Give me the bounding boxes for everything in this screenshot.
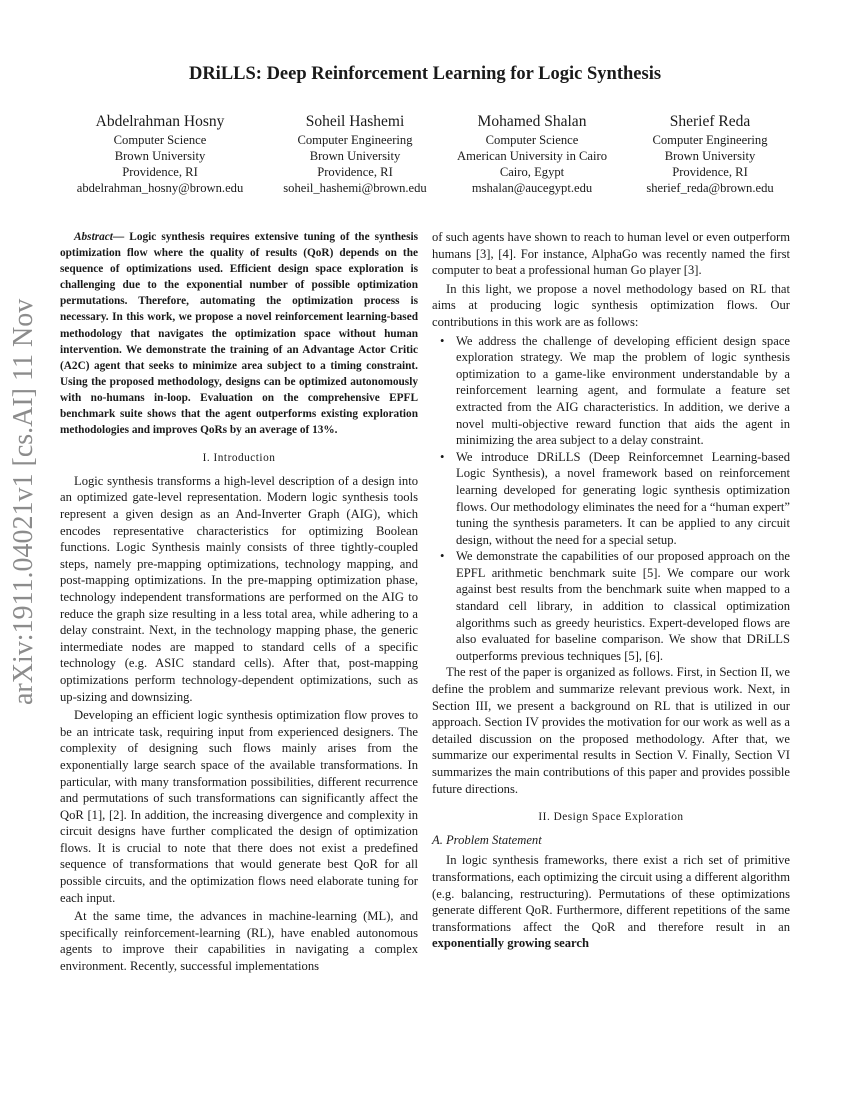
intro-paragraph-5: The rest of the paper is organized as follows. First, in Section II, we define the problem and summarize relevant previous work. Next, in Section III, we present a background on RL that is utilized in our approach. Section IV provides the motivation for our work as well as a detailed discussion on the proposed methodology. After that, we summarize our experimental results in Section V. Finally, Section VI summarizes the main contributions of this paper and provides possible future directions. (432, 665, 790, 796)
author-location: Providence, RI (317, 165, 393, 179)
author-name: Mohamed Shalan (477, 113, 587, 130)
author-department: Computer Engineering (297, 133, 413, 147)
author-4 (630, 112, 790, 196)
problem-statement-text: In logic synthesis frameworks, there exist a rich set of primitive transformations, each optimizing the circuit using a different algorithm (e.g. balancing, restructuring). Permutations of these optimizations generate different QoR. Furthermore, different repetitions of the same transformations affect the QoR and therefore result in an (432, 853, 790, 934)
author-email[interactable]: abdelrahman_hosny@brown.edu (76, 181, 244, 195)
abstract-text: Logic synthesis requires extensive tuning of the synthesis optimization flow where the quality of results (QoR) depends on the sequence of optimizations used. Efficient design space exploration is challenging due to the exponential number of possible optimization permutations. Therefore, automating the optimization process is necessary. In this work, we propose a novel reinforcement learning-based methodology that navigates the optimization space without human intervention. We demonstrate the training of an Advantage Actor Critic (A2C) agent that seeks to minimize area subject to a timing constraint. Using the proposed methodology, designs can be optimized autonomously with no-humans in-loop. Evaluation on the comprehensive EPFL benchmark suite shows that the agent outperforms existing exploration methodologies and improves QoRs by an average of 13%. (60, 231, 418, 437)
contribution-item (440, 449, 790, 549)
contribution-text: We demonstrate the capabilities of our proposed approach on the EPFL arithmetic benchmark suite [5]. We compare our work against best results from the benchmark suite when mapped to a standard cell library, in addition to classical optimization algorithms such as greedy heuristics. Expert-developed flows are also evaluated for baseline comparison. We show that DRiLLS outperforms previous techniques [5], [6]. (456, 549, 790, 663)
author-2 (270, 112, 440, 196)
bullet-icon: • (440, 449, 445, 464)
author-name: Sherief Reda (669, 113, 751, 130)
abstract-label: Abstract (74, 231, 113, 243)
intro-paragraph-1: Logic synthesis transforms a high-level description of a design into an optimized gate-level representation. Modern logic synthesis tools represent a given design as an And-Inverter Graph (AIG), which encodes representative characteristics for optimizing Boolean functions. Logic Synthesis mainly consists of three tightly-coupled steps, namely pre-mapping optimizations, technology mapping, and post-mapping optimizations. In the pre-mapping optimization phase, technology independent transformations are performed on the AIG to reduce the graph size resulting in a less total area, while adhering to a delay constraint. Next, in the technology mapping phase, the generic intermediate nodes are mapped to standard cells of a specific technology (e.g. ASIC standard cells). After that, post-mapping optimizations perform technology-dependent optimizations, such as up-sizing and downsizing. (60, 473, 418, 704)
author-1 (60, 112, 260, 196)
abstract-dash: — (112, 231, 125, 243)
left-column (60, 229, 418, 977)
intro-paragraph-3: At the same time, the advances in machine-learning (ML), and specifically reinforcement-learning (RL), have enabled autonomous agents to improve their capabilities in navigating a complex environment. Recently, successful implementations (60, 909, 418, 974)
author-institution: Brown University (309, 149, 401, 163)
author-department: Computer Science (113, 133, 207, 147)
subsection-heading-problem-statement: A. Problem Statement (432, 832, 542, 847)
author-email[interactable]: sherief_reda@brown.edu (646, 181, 774, 195)
contribution-text: We introduce DRiLLS (Deep Reinforcemnet Learning-based Logic Synthesis), a novel framework based on reinforcement learning developed for generating logic synthesis optimization flows. Our methodology eliminates the need for a “human expert” tuning the synthesis parameters. It can be applied to any circuit design, without the need for a special setup. (456, 449, 790, 547)
author-location: Cairo, Egypt (499, 165, 565, 179)
author-3 (444, 112, 620, 196)
contribution-item (440, 333, 790, 449)
right-column (432, 229, 790, 954)
abstract (60, 229, 418, 438)
problem-statement-emphasis: exponentially growing search (432, 936, 589, 951)
bullet-icon: • (440, 333, 445, 348)
author-department: Computer Science (485, 133, 579, 147)
contributions-list (432, 333, 790, 665)
author-institution: Brown University (114, 149, 206, 163)
author-block (60, 112, 840, 202)
intro-paragraph-2: Developing an efficient logic synthesis optimization flow proves to be an intricate task, requiring input from experienced designers. The complexity of designing such flows mainly arises from the exponentially large search space of the available transformations. In particular, with many transformation possibilities, different recurrence and permutations of such transformations can significantly affect the QoR [1], [2]. In addition, the increasing divergence and complexity in circuit designs have further complicated the design of optimization flows. It is crucial to note that there does not exist a predefined sequence of transformations that would generate best QoR for all possible circuits, and the optimization flows need elaborate tuning for each input. (60, 708, 418, 905)
author-email[interactable]: soheil_hashemi@brown.edu (283, 181, 427, 195)
problem-statement-paragraph (432, 852, 790, 952)
intro-paragraph-4: In this light, we propose a novel methodology based on RL that aims at producing logic synthesis optimization flows. Our contributions in this work are as follows: (432, 281, 790, 329)
section-heading-introduction: I. Introduction (202, 452, 276, 465)
paper-title: DRiLLS: Deep Reinforcement Learning for Logic Synthesis (188, 64, 662, 84)
intro-paragraph-3-continued: of such agents have shown to reach to human level or even outperform humans [3], [4]. For instance, AlphaGo was recently named the first computer to beat a professional human Go player [3]. (432, 230, 790, 278)
contribution-text: We address the challenge of developing efficient design space exploration strategy. We map the problem of logic synthesis optimization to a game-like environment understandable by a reinforcement learning agent, and formulate a feature set extracted from the AIG characteristics. In addition, we derive a novel multi-objective reward function that aids the agent in minimizing the area subject to a delay constraint. (456, 333, 790, 448)
author-location: Providence, RI (122, 165, 198, 179)
arxiv-side-stamp (2, 295, 42, 705)
contribution-item (440, 548, 790, 664)
author-institution: Brown University (664, 149, 756, 163)
bullet-icon: • (440, 549, 445, 564)
author-location: Providence, RI (672, 165, 748, 179)
section-heading-design-space-exploration: II. Design Space Exploration (538, 811, 684, 824)
arxiv-identifier: arXiv:1911.04021v1 [cs.AI] 11 Nov 2019 (8, 295, 39, 705)
author-name: Soheil Hashemi (305, 113, 405, 130)
author-name: Abdelrahman Hosny (95, 113, 225, 130)
author-email[interactable]: mshalan@aucegypt.edu (471, 181, 593, 195)
author-institution: American University in Cairo (456, 149, 608, 163)
author-department: Computer Engineering (652, 133, 768, 147)
